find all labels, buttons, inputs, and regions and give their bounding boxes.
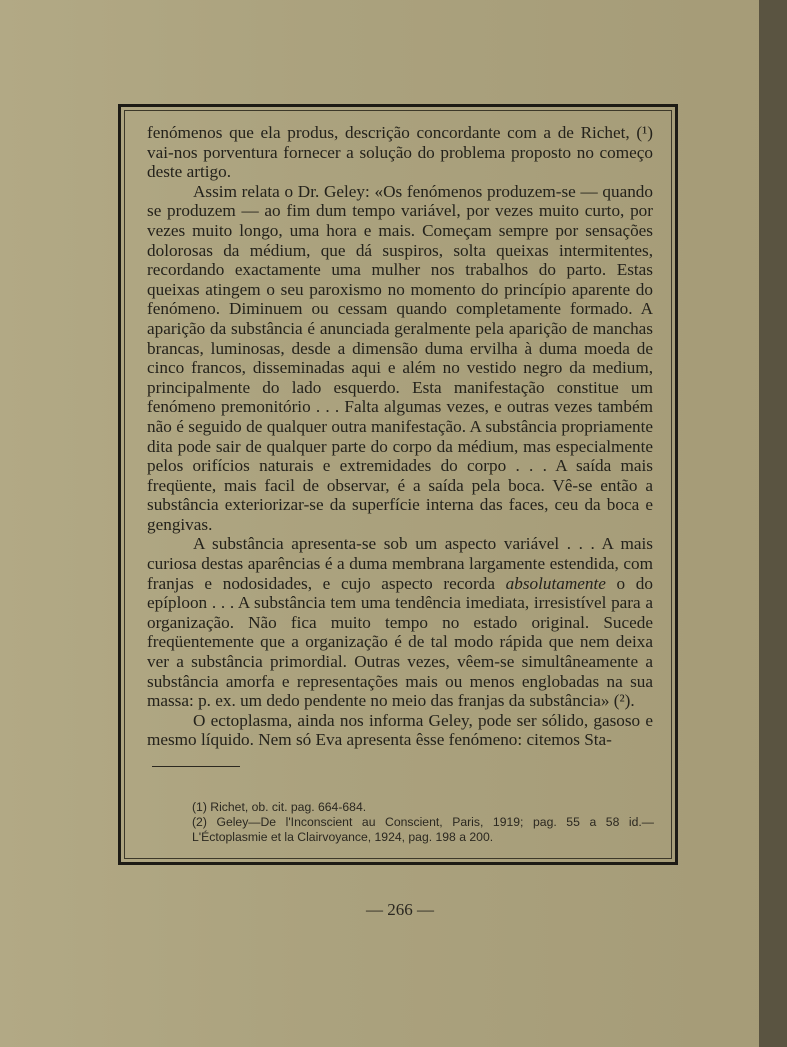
book-spine [759,0,787,1047]
paragraph-3-italic: absolutamente [505,573,606,593]
paragraph-3-start: A substância apresenta-se sob um aspecto variável . . . A mais curiosa destas aparências é a duma membrana largamente estendida, com franjas e nodosidades, e cujo aspecto recorda [147,534,653,593]
paragraph-2: Assim relata o Dr. Geley: «Os fenómenos produzem-se — quando se produzem — ao fim dum tempo variável, por vezes muito curto, por vezes muito longo, uma hora e mais. Começam sempre por sensações dolorosas da médium, que dá suspiros, solta queixas intermitentes, recordando exactamente uma mulher nos trabalhos do parto. Estas queixas atingem o seu paroxismo no momento do princípio aparente do fenómeno. Diminuem ou cessam quando completamente formado. A aparição da substância é anunciada geralmente pela aparição de manchas brancas, luminosas, desde a dimensão duma ervilha à duma moeda de cinco francos, disseminadas aqui e além no vestido negro da medium, principalmente do lado esquerdo. Esta manifestação constitue um fenómeno premonitório . . . Falta algumas vezes, e outras vezes também não é seguido de qualquer outra manifestação. A substância propriamente dita pode sair de qualquer parte do corpo da médium, mas especialmente pelos orifícios naturais e extremidades do corpo . . . A saída mais freqüente, mais facil de observar, é a saída pela boca. Vê-se então a substância exteriorizar-se da superfície interna das faces, ceu da boca e gengivas. [147,181,653,534]
paragraph-4: O ectoplasma, ainda nos informa Geley, pode ser sólido, gasoso e mesmo líquido. Nem só Eva apresenta êsse fenómeno: citemos Sta- [147,710,653,750]
footnote-rule [152,766,240,767]
paragraph-3 [147,534,653,710]
body-text [147,123,653,750]
paragraph-3-end: o do epíploon . . . A substância tem uma tendência imediata, irresistível para a organização. Não fica muito tempo no estado original. Sucede freqüentemente que a organização é de tal modo rápida que nem deixa ver a substância primordial. Outras vezes, vêem-se simultâneamente a substância amorfa e representações mais ou menos englobadas na sua massa: p. ex. um dedo pendente no meio das franjas da substância» (²). [147,573,653,711]
page-number: — 266 — [366,900,434,919]
footnote-1: (1) Richet, ob. cit. pag. 664-684. [192,800,367,814]
footnote-2: (2) Geley—De l'Inconscient au Conscient, Paris, 1919; pag. 55 a 58 id.—L'Éctoplasmie et la Clairvoyance, 1924, pag. 198 a 200. [192,815,654,844]
paragraph-1: fenómenos que ela produs, descrição concordante com a de Richet, (¹) vai-nos porventura fornecer a solução do problema proposto no começo deste artigo. [147,123,653,182]
footnotes [192,800,654,845]
